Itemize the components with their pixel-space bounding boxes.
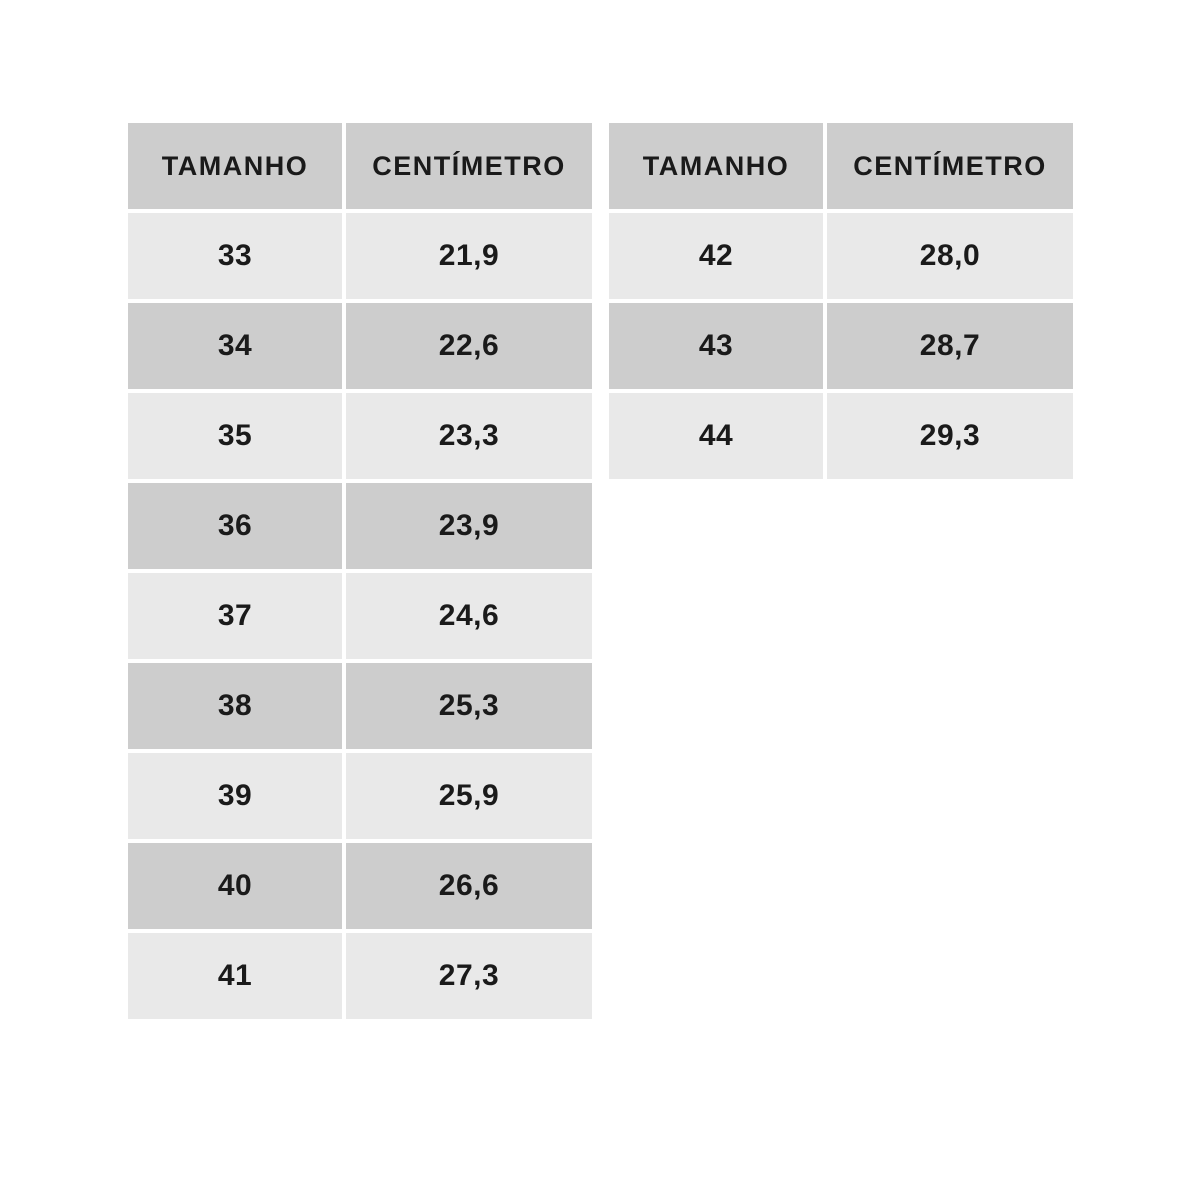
size-cell: 39 [128, 753, 342, 839]
size-cell: 35 [128, 393, 342, 479]
cm-cell: 25,3 [346, 663, 592, 749]
column-header-centimetro: CENTÍMETRO [827, 123, 1073, 209]
cm-cell: 28,7 [827, 303, 1073, 389]
size-table-right [605, 119, 1077, 483]
cm-cell: 23,3 [346, 393, 592, 479]
table-row [128, 483, 592, 569]
column-header-tamanho: TAMANHO [128, 123, 342, 209]
table-row [128, 663, 592, 749]
cm-cell: 24,6 [346, 573, 592, 659]
cm-cell: 23,9 [346, 483, 592, 569]
column-header-centimetro: CENTÍMETRO [346, 123, 592, 209]
cm-cell: 22,6 [346, 303, 592, 389]
cm-cell: 29,3 [827, 393, 1073, 479]
cm-cell: 21,9 [346, 213, 592, 299]
size-table-left [124, 119, 596, 1023]
table-row [128, 303, 592, 389]
cm-cell: 28,0 [827, 213, 1073, 299]
table-row [128, 573, 592, 659]
table-row [609, 393, 1073, 479]
table-row [128, 843, 592, 929]
table-row [128, 393, 592, 479]
table-row [609, 303, 1073, 389]
size-cell: 42 [609, 213, 823, 299]
table-row [128, 213, 592, 299]
table-row [609, 213, 1073, 299]
table-row [128, 933, 592, 1019]
cm-cell: 26,6 [346, 843, 592, 929]
size-cell: 33 [128, 213, 342, 299]
size-cell: 37 [128, 573, 342, 659]
cm-cell: 25,9 [346, 753, 592, 839]
size-cell: 34 [128, 303, 342, 389]
size-cell: 44 [609, 393, 823, 479]
size-cell: 41 [128, 933, 342, 1019]
column-header-tamanho: TAMANHO [609, 123, 823, 209]
table-row [128, 753, 592, 839]
size-cell: 36 [128, 483, 342, 569]
size-cell: 40 [128, 843, 342, 929]
table-header-row [609, 123, 1073, 209]
size-cell: 38 [128, 663, 342, 749]
size-cell: 43 [609, 303, 823, 389]
cm-cell: 27,3 [346, 933, 592, 1019]
table-header-row [128, 123, 592, 209]
